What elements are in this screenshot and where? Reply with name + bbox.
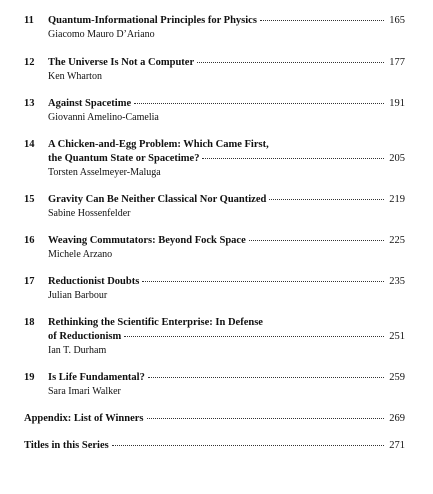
dot-leader	[124, 333, 384, 337]
chapter-title-line	[48, 56, 405, 69]
chapter-page-number: 191	[389, 98, 405, 109]
dot-leader	[148, 374, 384, 378]
chapter-title-first-line: Rethinking the Scientific Enterprise: In Defense	[48, 317, 263, 328]
chapter-title-line	[48, 330, 405, 343]
chapter-title-first-line: A Chicken-and-Egg Problem: Which Came First,	[48, 139, 269, 150]
chapter-title-line	[48, 97, 405, 110]
chapter-number: 12	[24, 57, 35, 68]
series-title: Titles in this Series	[24, 440, 109, 451]
chapter-title: Weaving Commutators: Beyond Fock Space	[48, 235, 246, 246]
chapter-page-number: 219	[389, 194, 405, 205]
chapter-author: Sabine Hossenfelder	[48, 208, 131, 219]
chapter-number: 17	[24, 276, 35, 287]
chapter-number: 18	[24, 317, 35, 328]
dot-leader	[112, 442, 385, 446]
chapter-number: 15	[24, 194, 35, 205]
appendix-title: Appendix: List of Winners	[24, 413, 144, 424]
chapter-title: Against Spacetime	[48, 98, 132, 109]
chapter-page-number: 235	[389, 276, 405, 287]
chapter-title-second-line: the Quantum State or Spacetime?	[48, 153, 200, 164]
chapter-author: Giovanni Amelino-Camelia	[48, 112, 159, 123]
chapter-title-line	[48, 152, 405, 165]
chapter-author: Giacomo Mauro D’Ariano	[48, 29, 155, 40]
dot-leader	[142, 278, 384, 282]
dot-leader	[202, 155, 384, 159]
chapter-author: Ian T. Durham	[48, 345, 107, 356]
chapter-page-number: 165	[389, 15, 405, 26]
chapter-page-number: 259	[389, 372, 405, 383]
chapter-title: The Universe Is Not a Computer	[48, 57, 195, 68]
chapter-title: Reductionist Doubts	[48, 276, 140, 287]
chapter-title-line	[48, 14, 405, 27]
chapter-title: Is Life Fundamental?	[48, 372, 145, 383]
chapter-title-line	[48, 371, 405, 384]
dot-leader	[134, 100, 384, 104]
appendix-page-number: 269	[389, 413, 405, 424]
series-page-number: 271	[389, 440, 405, 451]
chapter-author: Sara Imari Walker	[48, 386, 121, 397]
chapter-author: Michele Arzano	[48, 249, 113, 260]
chapter-page-number: 205	[389, 153, 405, 164]
chapter-number: 13	[24, 98, 35, 109]
chapter-number: 16	[24, 235, 35, 246]
chapter-title-line	[48, 193, 405, 206]
dot-leader	[269, 196, 384, 200]
dot-leader	[197, 59, 384, 63]
chapter-page-number: 177	[389, 57, 405, 68]
chapter-number: 19	[24, 372, 35, 383]
chapter-author: Julian Barbour	[48, 290, 108, 301]
chapter-title: Quantum-Informational Principles for Physics	[48, 15, 257, 26]
series-title-line	[24, 439, 405, 452]
chapter-number: 11	[24, 15, 34, 26]
dot-leader	[260, 17, 384, 21]
chapter-page-number: 225	[389, 235, 405, 246]
chapter-page-number: 251	[389, 331, 405, 342]
chapter-title: Gravity Can Be Neither Classical Nor Quantized	[48, 194, 267, 205]
chapter-title-second-line: of Reductionism	[48, 331, 122, 342]
dot-leader	[147, 415, 385, 419]
dot-leader	[249, 237, 385, 241]
chapter-number: 14	[24, 139, 35, 150]
chapter-author: Torsten Asselmeyer-Maluga	[48, 167, 161, 178]
chapter-title-line	[48, 234, 405, 247]
appendix-title-line	[24, 412, 405, 425]
chapter-author: Ken Wharton	[48, 71, 102, 82]
chapter-title-line	[48, 275, 405, 288]
